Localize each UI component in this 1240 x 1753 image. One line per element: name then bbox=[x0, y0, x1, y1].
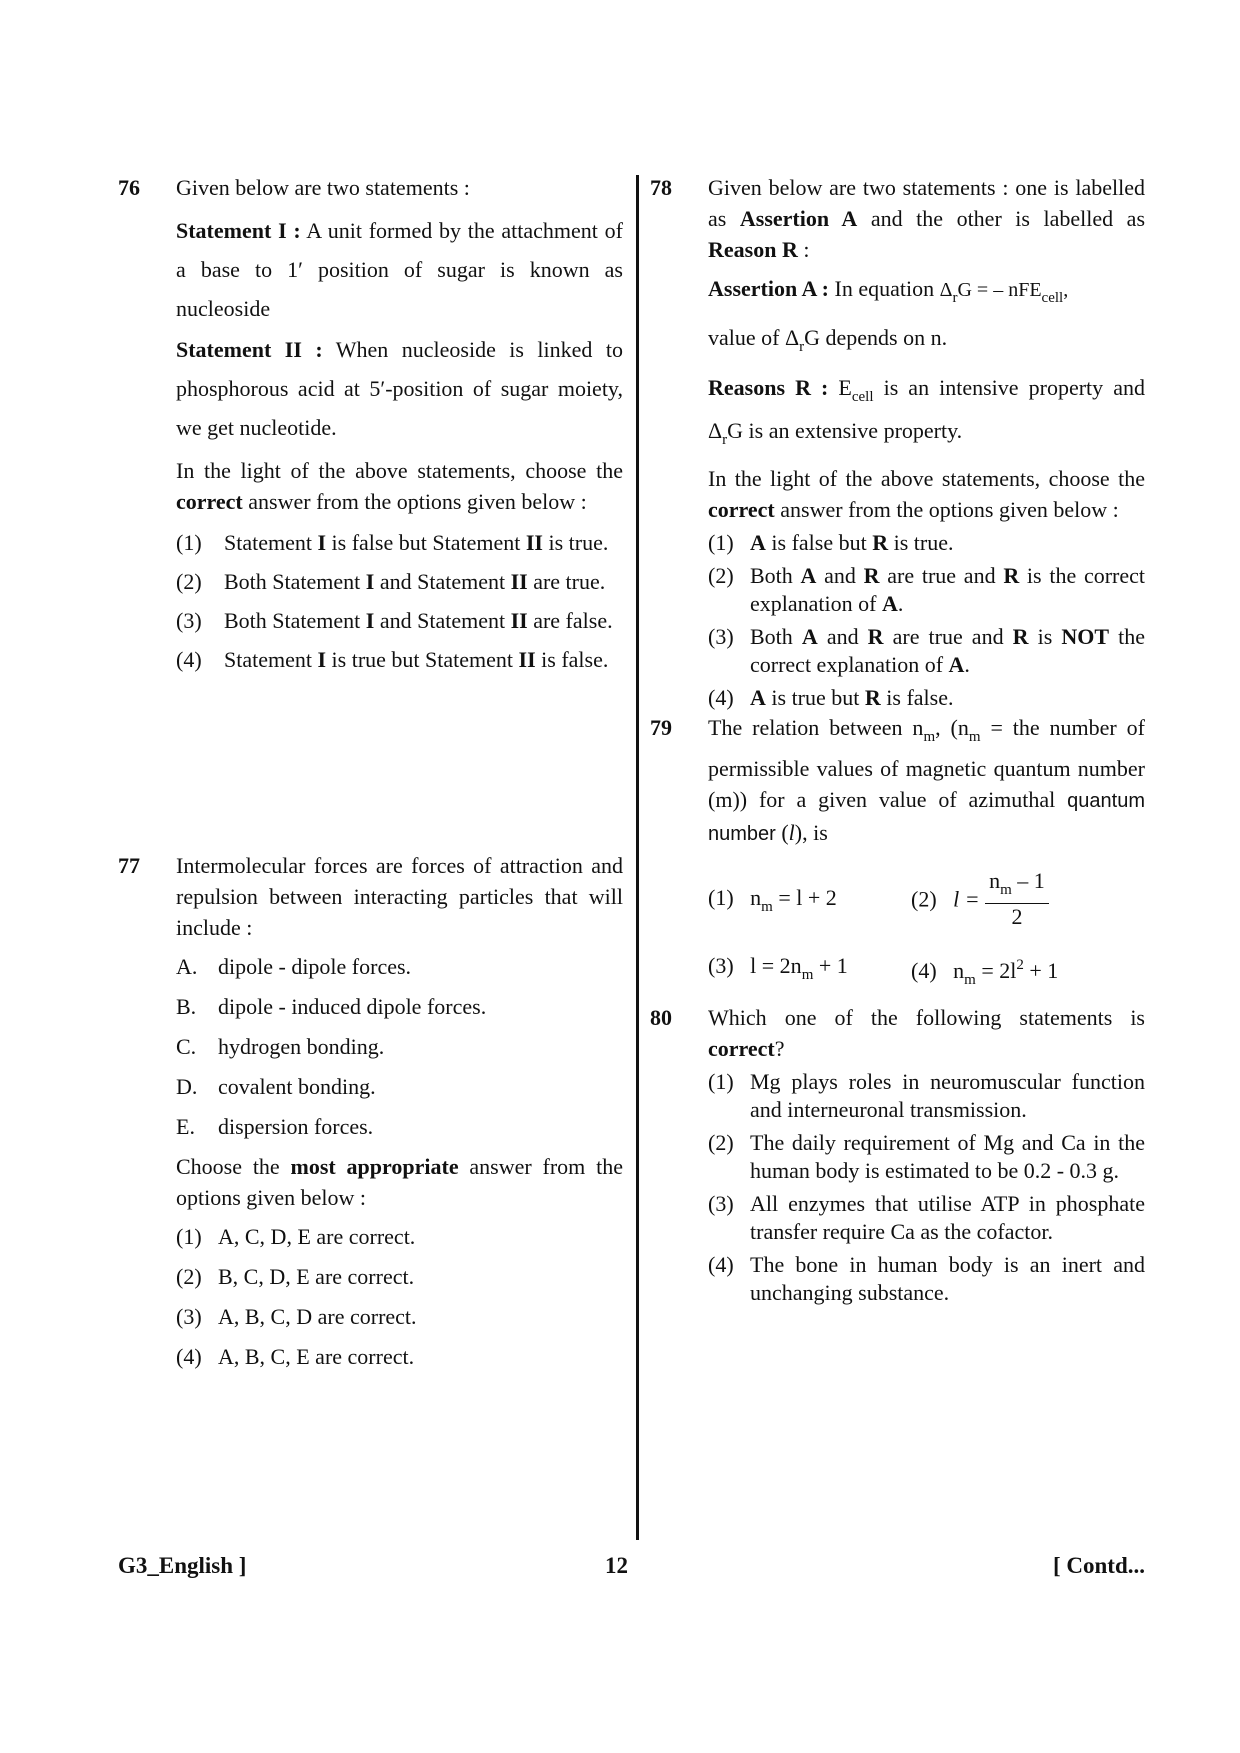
column-divider bbox=[636, 175, 639, 1540]
option-number: (4) bbox=[176, 647, 202, 672]
option-text: A, B, C, D are correct. bbox=[218, 1304, 417, 1329]
option-1 bbox=[708, 1068, 1145, 1124]
option-number: (2) bbox=[176, 569, 202, 594]
items-list bbox=[176, 951, 623, 1142]
option-2 bbox=[708, 562, 1145, 618]
list-item bbox=[176, 1031, 623, 1062]
option-text: A, C, D, E are correct. bbox=[218, 1224, 416, 1249]
item-letter: B. bbox=[176, 994, 197, 1019]
option-number: (4) bbox=[176, 1344, 202, 1369]
question-intro: Intermolecular forces are forces of attraction and repulsion between interacting particles that will include : bbox=[176, 853, 623, 940]
option-text: The bone in human body is an inert and unchanging substance. bbox=[750, 1252, 1145, 1305]
option-text: Mg plays roles in neuromuscular function and interneuronal transmission. bbox=[750, 1069, 1145, 1122]
option-1: (1) $n_m = l + 2$ bbox=[708, 885, 837, 915]
options-list bbox=[708, 1068, 1145, 1307]
option-1 bbox=[176, 1221, 623, 1252]
question-body bbox=[708, 712, 1145, 992]
option-3 bbox=[708, 1190, 1145, 1246]
footer-continued: [ Contd... bbox=[1052, 1553, 1145, 1578]
instruction: In the light of the above statements, choose the correct answer from the options given below : bbox=[176, 458, 623, 514]
option-text: Both A and R are true and R is NOT the correct explanation of A. bbox=[750, 624, 1145, 677]
question-body bbox=[708, 1002, 1145, 1312]
option-text: B, C, D, E are correct. bbox=[218, 1264, 415, 1289]
question-body bbox=[176, 850, 623, 1381]
option-number: (3) bbox=[176, 608, 202, 633]
option-number: (4) bbox=[708, 685, 734, 710]
options-list bbox=[176, 1221, 623, 1372]
options-list bbox=[176, 527, 623, 675]
option-text: Statement I is false but Statement II is true. bbox=[224, 530, 609, 555]
item-letter: C. bbox=[176, 1034, 197, 1059]
option-number: (3) bbox=[708, 1191, 734, 1216]
question-number: 78 bbox=[650, 175, 672, 200]
question-number: 77 bbox=[118, 853, 140, 878]
list-item bbox=[176, 1111, 623, 1142]
assertion: Assertion A : In equation $\Delta_rG$ = – nFE$_{cell}$, bbox=[708, 276, 1069, 306]
statement-1: Statement I : A unit formed by the attachment of a base to 1′ position of sugar is known as nucleoside bbox=[176, 218, 623, 321]
option-4 bbox=[176, 644, 623, 675]
statement-2: Statement II : When nucleoside is linked to phosphorous acid at 5′-position of sugar moiety, we get nucleotide. bbox=[176, 337, 623, 440]
formula-options bbox=[708, 868, 1145, 992]
option-text: A, B, C, E are correct. bbox=[218, 1344, 415, 1369]
option-4 bbox=[708, 684, 1145, 712]
option-text: The daily requirement of Mg and Ca in the human body is estimated to be 0.2 - 0.3 g. bbox=[750, 1130, 1145, 1183]
question-number: 79 bbox=[650, 715, 672, 740]
option-text: A is false but R is true. bbox=[750, 530, 954, 555]
option-3: (3) $l = 2n_m + 1$ bbox=[708, 953, 848, 983]
item-text: hydrogen bonding. bbox=[218, 1034, 385, 1059]
option-4 bbox=[176, 1341, 623, 1372]
item-letter: A. bbox=[176, 954, 198, 979]
item-text: dispersion forces. bbox=[218, 1114, 374, 1139]
option-2 bbox=[708, 1129, 1145, 1185]
option-number: (4) bbox=[708, 1252, 734, 1277]
option-1 bbox=[176, 527, 623, 558]
item-text: dipole - induced dipole forces. bbox=[218, 994, 487, 1019]
option-3 bbox=[176, 605, 623, 636]
option-number: (1) bbox=[708, 1069, 734, 1094]
item-letter: D. bbox=[176, 1074, 198, 1099]
list-item bbox=[176, 1071, 623, 1102]
option-2: (2) l = $\frac{n_m - 1}{2}$ bbox=[911, 868, 1049, 930]
option-4 bbox=[708, 1251, 1145, 1307]
option-number: (2) bbox=[708, 563, 734, 588]
instruction: Choose the most appropriate answer from the options given below : bbox=[176, 1154, 623, 1210]
option-number: (1) bbox=[708, 530, 734, 555]
question-intro: Which one of the following statements is correct? bbox=[708, 1005, 1145, 1061]
question-body bbox=[708, 172, 1145, 717]
footer-page-number: 12 bbox=[605, 1553, 628, 1578]
option-4: (4) $n_m = 2l^2 + 1$ bbox=[911, 957, 1059, 988]
option-text: A is true but R is false. bbox=[750, 685, 954, 710]
item-text: covalent bonding. bbox=[218, 1074, 376, 1099]
item-text: dipole - dipole forces. bbox=[218, 954, 412, 979]
option-number: (3) bbox=[708, 624, 734, 649]
question-number: 76 bbox=[118, 175, 140, 200]
option-text: Both Statement I and Statement II are false. bbox=[224, 608, 613, 633]
question-intro: Given below are two statements : bbox=[176, 175, 470, 200]
option-2 bbox=[176, 566, 623, 597]
footer-paper-code: G3_English ] bbox=[118, 1553, 247, 1578]
item-letter: E. bbox=[176, 1114, 195, 1139]
option-text: Statement I is true but Statement II is false. bbox=[224, 647, 609, 672]
option-number: (1) bbox=[176, 1224, 202, 1249]
reason: Reasons R : $E_{cell}$ is an intensive property and $\Delta_rG$ is an extensive property. bbox=[708, 375, 1145, 448]
question-number: 80 bbox=[650, 1005, 672, 1030]
question-intro: Given below are two statements : one is labelled as Assertion A and the other is labelled as Reason R : bbox=[708, 175, 1146, 262]
question-body bbox=[176, 172, 623, 683]
option-number: (2) bbox=[708, 1130, 734, 1155]
option-number: (1) bbox=[176, 530, 202, 555]
list-item bbox=[176, 951, 623, 982]
question-intro: The relation between $n_m$, ($n_m$ = the number of permissible values of magnetic quantum number (m)) for a given value of azimuthal quantum number (l), is bbox=[708, 715, 1145, 845]
option-number: (2) bbox=[176, 1264, 202, 1289]
option-2 bbox=[176, 1261, 623, 1292]
option-text: All enzymes that utilise ATP in phosphate transfer require Ca as the cofactor. bbox=[750, 1191, 1145, 1244]
option-1 bbox=[708, 529, 1145, 557]
option-number: (3) bbox=[176, 1304, 202, 1329]
option-text: Both A and R are true and R is the correct explanation of A. bbox=[750, 563, 1146, 616]
option-text: Both Statement I and Statement II are true. bbox=[224, 569, 606, 594]
list-item bbox=[176, 991, 623, 1022]
assertion-continued: value of $\Delta_rG$ depends on n. bbox=[708, 325, 948, 355]
instruction: In the light of the above statements, choose the correct answer from the options given below : bbox=[708, 466, 1145, 522]
option-3 bbox=[176, 1301, 623, 1332]
options-list bbox=[708, 529, 1145, 712]
option-3 bbox=[708, 623, 1145, 679]
